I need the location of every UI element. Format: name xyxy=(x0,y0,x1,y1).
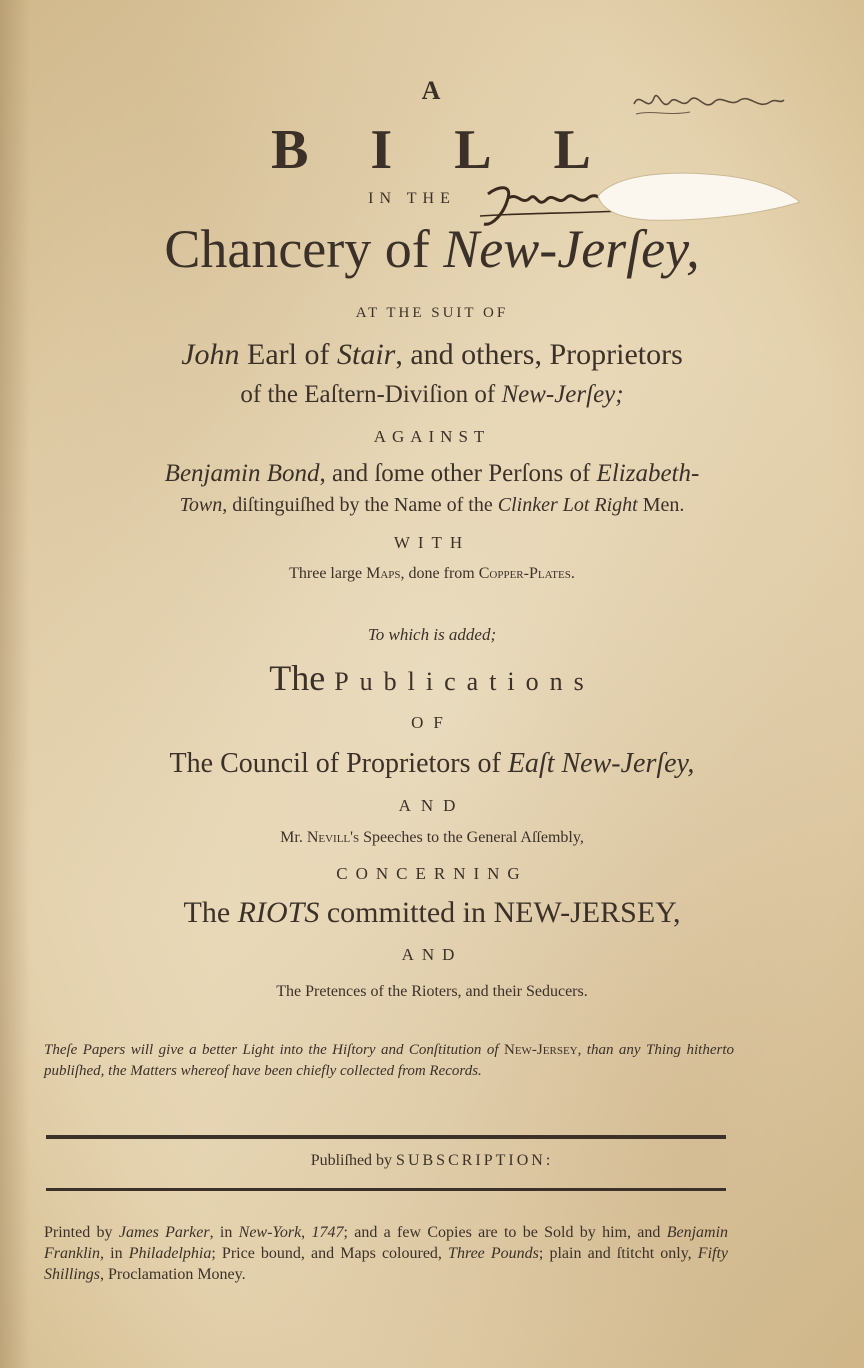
eastern-text: of the Eaſtern-Diviſion of xyxy=(240,381,502,408)
nevill-name: Nevill's xyxy=(306,829,360,846)
town-name: Town xyxy=(179,494,223,516)
imprint-city-1: New-York xyxy=(238,1224,302,1241)
pretences-line: The Pretences of the Rioters, and their Seducers. xyxy=(276,983,588,1000)
title-bill: BILL xyxy=(271,119,653,181)
imprint-text-7: ; plain and ſtitcht only, xyxy=(538,1245,698,1262)
imprint xyxy=(44,1222,728,1285)
imprint-text-3: , xyxy=(301,1224,312,1241)
nevill-line xyxy=(0,829,864,847)
imprint-printer: James Parker xyxy=(118,1224,210,1241)
imprint-text-5: , in xyxy=(100,1245,129,1262)
riots-the: The xyxy=(183,896,238,929)
with-heading: WITH xyxy=(393,533,471,552)
title-article: A xyxy=(421,76,443,105)
riots-text: committed in NEW-JERSEY, xyxy=(319,896,681,929)
concerning-heading: CONCERNING xyxy=(336,864,528,883)
plaintiff-text-2: , and others, Proprietors xyxy=(395,338,683,371)
title-chancery xyxy=(0,218,864,280)
chancery-text: Chancery of xyxy=(164,219,444,279)
nevill-text: Speeches to the General Aſſembly, xyxy=(359,829,584,846)
clinker-name: Clinker Lot Right xyxy=(497,494,638,516)
note-text-1: Theſe Papers will give a better Light into the Hiſtory and Conſtitution of xyxy=(44,1042,504,1058)
published-label: Publiſhed by xyxy=(310,1152,397,1169)
plaintiff-name: John xyxy=(181,338,240,371)
imprint-city-2: Philadelphia xyxy=(128,1245,212,1262)
riots-word: RIOTS xyxy=(237,896,320,929)
maps-text-2: , done from xyxy=(400,565,479,582)
publications-the: The xyxy=(269,658,335,698)
plaintiff-stair: Stair xyxy=(336,338,396,371)
copper-plates: Copper-Plates. xyxy=(478,565,575,582)
council-place: Eaſt New-Jerſey, xyxy=(507,748,695,779)
council-line xyxy=(0,748,864,780)
maps-word: Maps xyxy=(366,565,401,582)
published-line xyxy=(0,1152,864,1170)
defendant-place: Elizabeth- xyxy=(596,460,700,487)
imprint-text-2: , in xyxy=(209,1224,239,1241)
imprint-text-8: , Proclamation Money. xyxy=(100,1266,246,1283)
defendant-text: , and ſome other Perſons of xyxy=(319,460,597,487)
town-text: , diſtinguiſhed by the Name of the xyxy=(222,494,498,516)
eastern-place: New-Jerſey; xyxy=(501,381,624,408)
imprint-price-2: Fifty Shillings xyxy=(44,1245,729,1283)
maps-line xyxy=(0,565,864,583)
defendant-line xyxy=(0,460,864,488)
eastern-division-line xyxy=(0,381,864,409)
imprint-text-6: ; Price bound, and Maps coloured, xyxy=(211,1245,449,1262)
publications-word: Publications xyxy=(334,667,595,696)
defendant-name: Benjamin Bond xyxy=(164,460,320,487)
divider-rule-top xyxy=(46,1135,726,1139)
to-which-added: To which is added; xyxy=(367,625,497,644)
council-text: The Council of Proprietors of xyxy=(169,748,508,779)
history-note xyxy=(44,1040,734,1082)
publications-heading xyxy=(0,657,864,699)
maps-text-1: Three large xyxy=(289,565,367,582)
imprint-seller: Benjamin Franklin xyxy=(44,1224,729,1262)
plaintiff-line xyxy=(0,338,864,372)
note-new-jersey: New-Jersey xyxy=(504,1042,578,1058)
and-heading-1: AND xyxy=(398,796,466,815)
and-heading-2: AND xyxy=(401,945,463,964)
imprint-year: 1747 xyxy=(311,1224,344,1241)
divider-rule-bottom xyxy=(46,1188,726,1191)
imprint-text-4: ; and a few Copies are to be Sold by him, and xyxy=(343,1224,667,1241)
suit-heading: AT THE SUIT OF xyxy=(355,305,509,321)
against-heading: AGAINST xyxy=(373,427,491,446)
town-men: Men. xyxy=(637,494,685,516)
imprint-price-1: Three Pounds xyxy=(448,1245,539,1262)
chancery-place: New-Jerſey, xyxy=(443,219,700,279)
of-heading: OF xyxy=(411,713,453,732)
note-text-2: , than any Thing hitherto publiſhed, the Matters whereof have been chiefly collected from Records. xyxy=(44,1042,734,1079)
nevill-mr: Mr. xyxy=(280,829,307,846)
town-line xyxy=(0,494,864,517)
plaintiff-text-1: Earl of xyxy=(239,338,337,371)
imprint-text-1: Printed by xyxy=(44,1224,119,1241)
published-subscription: SUBSCRIPTION: xyxy=(396,1152,554,1169)
title-in-the: IN THE xyxy=(368,190,456,207)
riots-line xyxy=(0,896,864,930)
